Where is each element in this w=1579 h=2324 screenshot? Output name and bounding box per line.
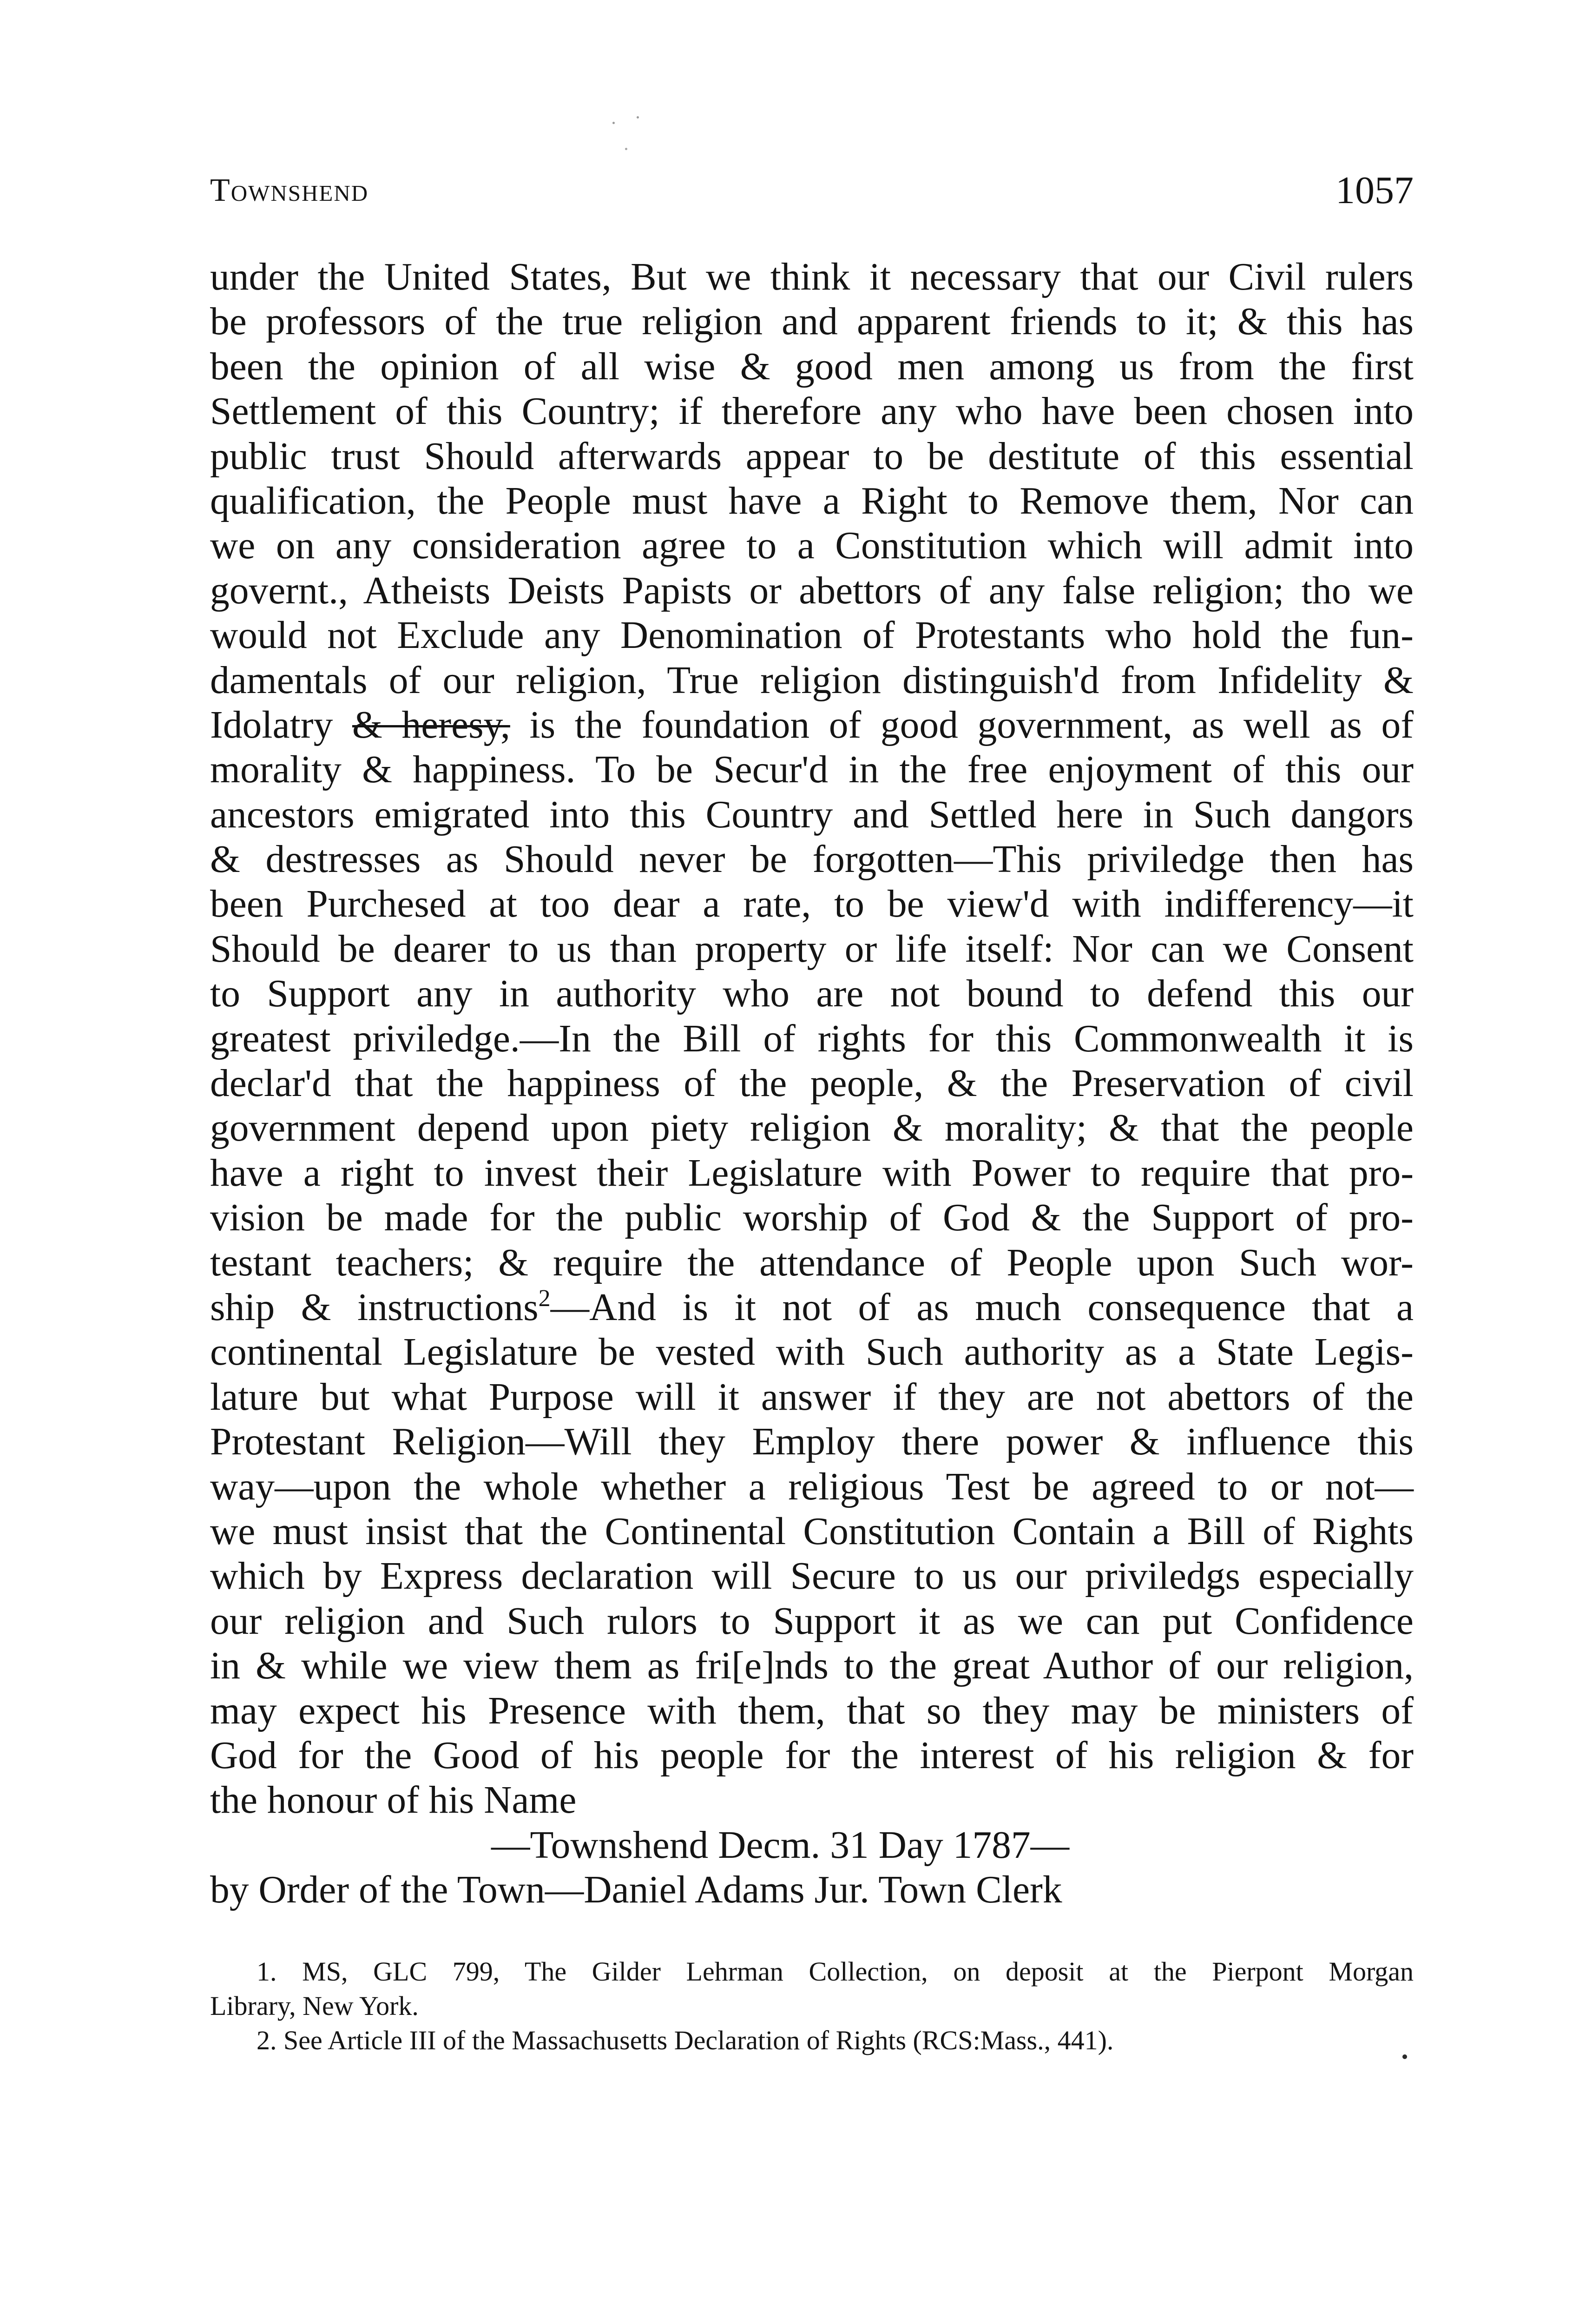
body-line: would not Exclude any Denomination of Protestants who hold the fun- xyxy=(210,614,1414,657)
ink-speck xyxy=(637,116,639,119)
footnotes xyxy=(210,1954,1414,2058)
body-line-with-strikethrough xyxy=(210,703,1414,747)
body-line: been Purchesed at too dear a rate, to be view'd with indifferency—it xyxy=(210,883,1414,926)
body-line: been the opinion of all wise & good men among us from the first xyxy=(210,345,1414,388)
body-line: greatest priviledge.—In the Bill of rights for this Commonwealth it is xyxy=(210,1017,1414,1060)
body-line: have a right to invest their Legislature with Power to require that pro- xyxy=(210,1151,1414,1195)
body-line: testant teachers; & require the attendance of People upon Such wor- xyxy=(210,1241,1414,1284)
footnote-2: 2. See Article III of the Massachusetts Declaration of Rights (RCS:Mass., 441). xyxy=(257,2025,1114,2055)
body-line: way—upon the whole whether a religious Test be agreed to or not— xyxy=(210,1465,1414,1508)
body-line: be professors of the true religion and apparent friends to it; & this has xyxy=(210,300,1414,343)
body-line: we on any consideration agree to a Constitution which will admit into xyxy=(210,524,1414,568)
body-line: public trust Should afterwards appear to be destitute of this essential xyxy=(210,435,1414,478)
line-text-after: —And is it not of as much consequence that a xyxy=(550,1286,1414,1329)
body-line: Settlement of this Country; if therefore any who have been chosen into xyxy=(210,390,1414,433)
body-line: ancestors emigrated into this Country and Settled here in Such dangors xyxy=(210,793,1414,836)
body-line: lature but what Purpose will it answer if they are not abettors of the xyxy=(210,1375,1414,1419)
body-line: to Support any in authority who are not bound to defend this our xyxy=(210,972,1414,1016)
body-line-final: the honour of his Name xyxy=(210,1779,577,1822)
body-line-with-note-ref xyxy=(210,1285,1414,1330)
footnote-1-line-1: 1. MS, GLC 799, The Gilder Lehrman Collection, on deposit at the Pierpont Morgan xyxy=(257,1956,1414,1987)
struck-out-text: & heresy, xyxy=(352,703,510,746)
body-line: governt., Atheists Deists Papists or abettors of any false religion; tho we xyxy=(210,569,1414,612)
body-line: God for the Good of his people for the interest of his religion & for xyxy=(210,1734,1414,1777)
body-line: government depend upon piety religion & morality; & that the people xyxy=(210,1107,1414,1150)
body-line: which by Express declaration will Secure to us our priviledgs especially xyxy=(210,1555,1414,1598)
body-line: morality & happiness. To be Secur'd in the free enjoyment of this our xyxy=(210,748,1414,792)
body-line: may expect his Presence with them, that so they may be ministers of xyxy=(210,1689,1414,1732)
ink-speck xyxy=(625,148,627,150)
body-line: & destresses as Should never be forgotten—This priviledge then has xyxy=(210,838,1414,881)
body-line: continental Legislature be vested with Such authority as a State Legis- xyxy=(210,1331,1414,1374)
line-text-before: ship & instructions xyxy=(210,1286,539,1329)
body-line: under the United States, But we think it necessary that our Civil rulers xyxy=(210,256,1414,298)
body-line: in & while we view them as fri[e]nds to the great Author of our religion, xyxy=(210,1644,1414,1688)
body-line: declar'd that the happiness of the people, & the Preservation of civil xyxy=(210,1062,1414,1105)
body-line: qualification, the People must have a Right to Remove them, Nor can xyxy=(210,479,1414,522)
dateline: —Townshend Decm. 31 Day 1787— xyxy=(491,1823,1070,1867)
body-line: vision be made for the public worship of God & the Support of pro- xyxy=(210,1196,1414,1240)
running-title: Townshend xyxy=(210,172,369,208)
body-line: damentals of our religion, True religion distinguish'd from Infidelity & xyxy=(210,659,1414,702)
footnote-reference[interactable]: 2 xyxy=(538,1285,551,1312)
body-text xyxy=(210,255,1414,1912)
running-head xyxy=(210,169,1414,223)
ink-speck xyxy=(1402,2054,1407,2059)
body-line: Protestant Religion—Will they Employ there power & influence this xyxy=(210,1420,1414,1464)
body-line: our religion and Such rulors to Support it as we can put Confidence xyxy=(210,1599,1414,1643)
page-number: 1057 xyxy=(1336,169,1414,212)
body-line: Should be dearer to us than property or life itself: Nor can we Consent xyxy=(210,927,1414,971)
line-text-before: Idolatry xyxy=(210,703,352,746)
ink-speck xyxy=(612,122,615,124)
line-text-after: is the foundation of good government, as well as of xyxy=(510,703,1414,746)
body-line: we must insist that the Continental Constitution Contain a Bill of Rights xyxy=(210,1510,1414,1553)
footnote-1-line-2: Library, New York. xyxy=(210,1991,419,2021)
signature-line: by Order of the Town—Daniel Adams Jur. Town Clerk xyxy=(210,1868,1062,1912)
